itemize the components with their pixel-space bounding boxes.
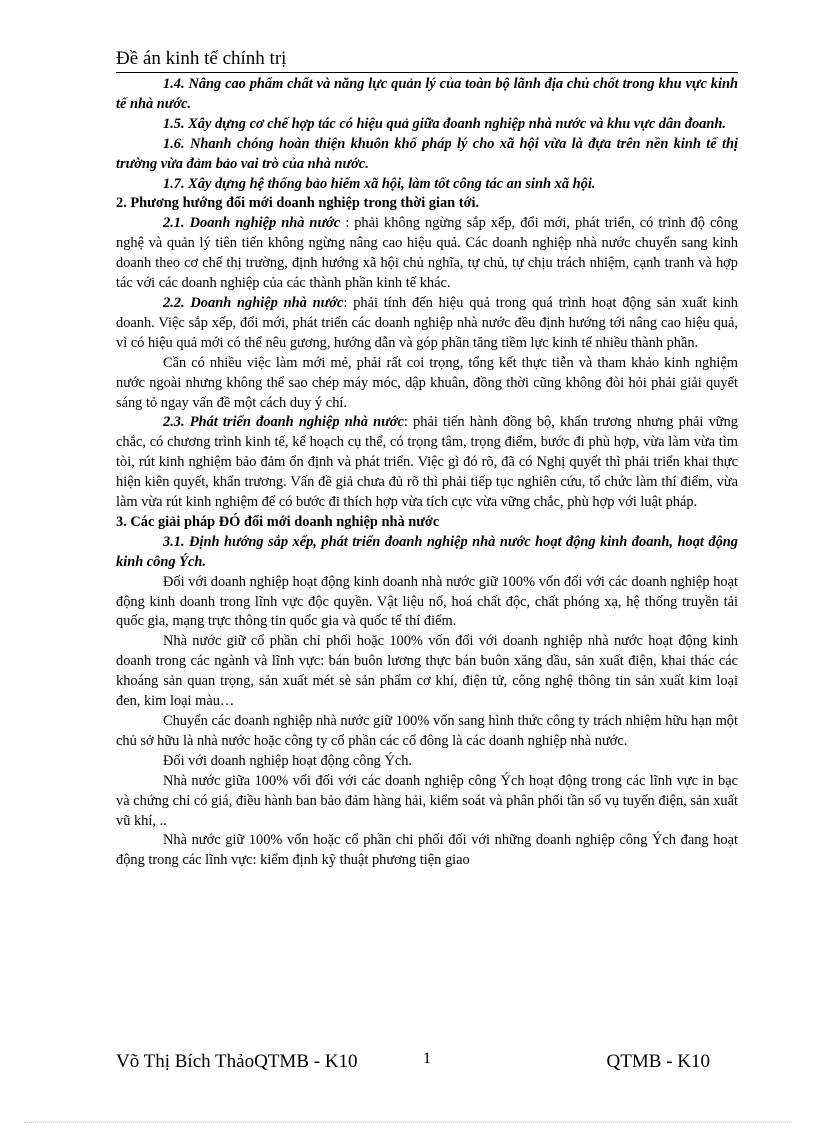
paragraph-lead: 2.3. Phát triển đoanh nghiệp nhà nước xyxy=(163,414,404,431)
paragraph-lead: 2.1. Doanh nghiệp nhà nước xyxy=(163,215,341,232)
header-title: Đề án kinh tế chính trị xyxy=(116,48,287,69)
document-body xyxy=(116,75,738,871)
page-number: 1 xyxy=(423,1050,431,1067)
paragraph: Đối với doanh nghiệp hoạt động kinh doanh nhà nước giữ 100% vốn đối với các doanh nghiệp hoạt động kinh doanh trong lĩnh vực độc quyền. Vật liệu nổ, hoá chất độc, chất phóng xạ, hệ thống truyền tải quốc gia, mạng trực thông tin quốc gia và quốc tế thí điểm. xyxy=(116,573,738,630)
subsection-heading: 3.1. Định hướng sắp xếp, phát triển đoanh nghiệp nhà nước hoạt động kinh đoanh, hoạt động kinh công Ých. xyxy=(116,533,738,570)
subsection-heading: 1.5. Xây dựng cơ chế hợp tác có hiệu quả giữa đoanh nghiệp nhà nước và khu vực dân đoanh. xyxy=(163,115,726,132)
paragraph-text: : phải tính đến hiệu quả trong quá trình hoạt động sản xuất kinh doanh. Việc sắp xếp, đổi mới, phát triển các doanh nghiệp nhà nước đều định hướng tới nâng cao hiệu quả, vì có hiệu quả mới có thể nêu gương, hướng dẫn và góp phần tăng tiềm lực kinh tế nhiều thành phần. xyxy=(116,294,738,351)
section-heading: 2. Phương hướng đổi mới doanh nghiệp trong thời gian tới. xyxy=(116,195,480,212)
paragraph xyxy=(116,294,738,354)
paragraph: Đối với doanh nghiệp hoạt động công Ých. xyxy=(163,752,413,769)
subsection-heading: 1.4. Nâng cao phẩm chất và năng lực quản lý của toàn bộ lãnh địa chủ chốt trong khu vực kinh tế nhà nước. xyxy=(116,76,738,112)
paragraph: Nhà nước giữ cổ phần chỉ phối hoặc 100% vốn đối với doanh nghiệp nhà nước hoạt động kinh doanh trong các ngành và lĩnh vực: bán buôn lương thực bán buôn xăng dầu, sản xuất điện, khai thác các khoáng sản quan trọng, sản xuất mét sè sản phẩm cơ khí, điện tử, công nghệ thông tin sản xuất kim loại đen, kim loại màu… xyxy=(116,633,738,710)
paragraph-text: : phải không ngừng sắp xếp, đổi mới, phát triển, có trình độ công nghệ và quản lý tiên tiến không ngừng nâng cao hiệu quả. Các doanh nghiệp nhà nước chuyển sang kinh doanh theo cơ chế thị trường, định hướng xã hội chủ nghĩa, tự chủ, tự chịu trách nhiệm, cạnh tranh và hợp tác với các doanh nghiệp của các thành phần kinh tế khác. xyxy=(116,215,738,292)
paragraph-text: : phải tiến hành đồng bộ, khẩn trương nhưng phải vững chắc, có chương trình kinh tế, kế hoạch cụ thể, có trọng tâm, trọng điểm, bước đi phù hợp, vừa làm vừa tìm tòi, rút kinh nghiệm bảo đảm ổn định và phát triển. Việc gì đó rõ, đã có Nghị quyết thì phải triển khai thực hiện kiên quyết, khẩn trương. Vấn đề giả chưa đủ rõ thì phải tiếp tục nghiên cứu, tổ chức làm thí điểm, vừa làm vừa rút kinh nghiệm để có bước đi thích hợp vừa tích cực vừa vững chắc, phù hợp với luật pháp. xyxy=(116,414,738,511)
paragraph: Nhà nước giữa 100% vối đối với các doanh nghiệp công Ých hoạt động trong các lĩnh vực in bạc và chứng chỉ có giá, điều hành ban bảo đảm hàng hải, kiểm soát và phân phối tần số vụ tuyến điện, sản xuất vũ khí, .. xyxy=(116,772,738,829)
page-header xyxy=(116,48,738,73)
subsection-heading: 1.6. Nhanh chóng hoàn thiện khuôn khổ pháp lý cho xã hội vừa là đựa trên nền kinh tế thị trường vừa đảm bảo vai trò của nhà nước. xyxy=(116,135,738,172)
paragraph: Cần có nhiều việc làm mới mẻ, phải rất coi trọng, tổng kết thực tiễn và tham khảo kinh nghiệm nước ngoài nhưng không thể sao chép máy móc, dập khuân, đồng thời cũng không đòi hỏi phải giải quyết sáng tỏ ngay vấn đề một cách duy ý chí. xyxy=(116,354,738,411)
subsection-heading: 1.7. Xây dựng hệ thống bảo hiểm xã hội, làm tốt công tác an sinh xã hội. xyxy=(163,175,596,192)
footer-author: Võ Thị Bích ThảoQTMB - K10 xyxy=(116,1051,358,1072)
section-heading: 3. Các giải pháp ĐÓ đổi mới doanh nghiệp nhà nước xyxy=(116,513,440,530)
paragraph: Nhà nước giữ 100% vốn hoặc cổ phần chi phối đối với những doanh nghiệp công Ých đang hoạt động trong các lĩnh vực: kiểm định kỹ thuật phương tiện giao xyxy=(116,832,738,869)
paragraph-lead: 2.2. Doanh nghiệp nhà nước xyxy=(163,294,344,311)
paragraph: Chuyển các doanh nghiệp nhà nước giữ 100% vốn sang hình thức công ty trách nhiệm hữu hạn một chủ sở hữu là nhà nước hoặc công ty cổ phần các cổ đông là các doanh nghiệp nhà nước. xyxy=(116,713,738,749)
footer-class: QTMB - K10 xyxy=(606,1051,710,1072)
paragraph xyxy=(116,413,738,513)
paragraph xyxy=(116,214,738,294)
